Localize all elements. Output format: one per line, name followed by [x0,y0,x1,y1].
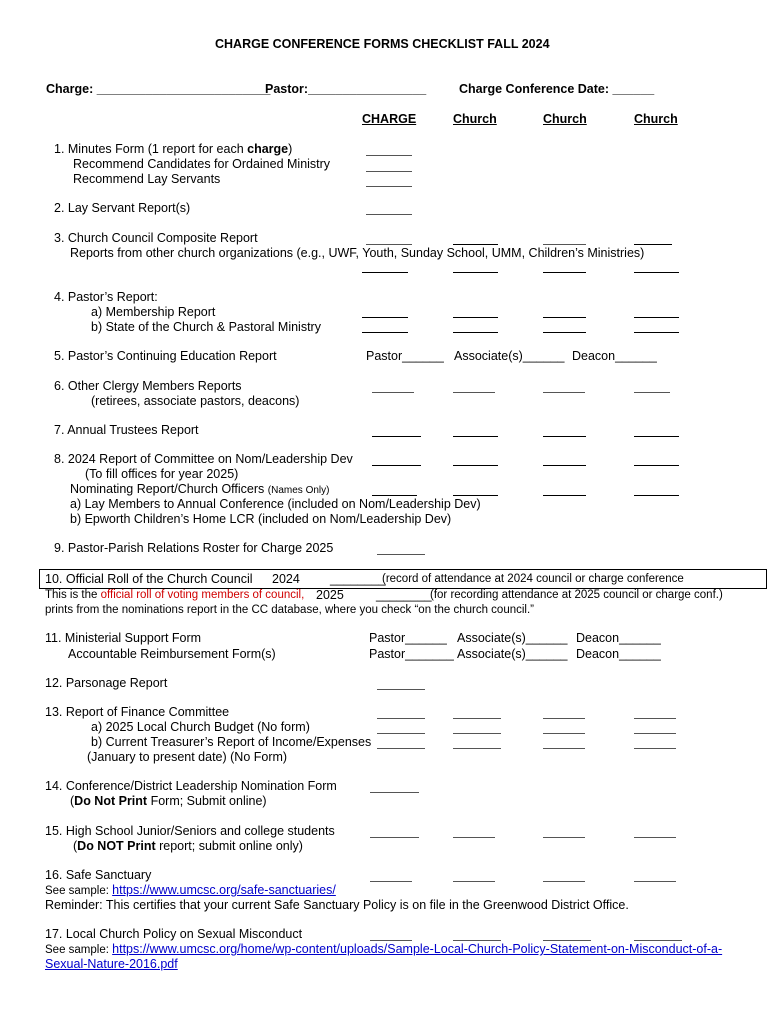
item-4b-label: b) State of the Church & Pastoral Ministry [91,320,321,334]
blank-7-church-3[interactable] [634,436,679,437]
column-header-church-3: Church [634,112,678,126]
blank-4a-charge[interactable] [362,317,408,318]
blank-8b-church-1[interactable] [453,495,498,496]
item-17-see-sample: See sample: https://www.umcsc.org/home/wp-content/uploads/Sample-Local-Church-Policy-Statement-on-Misconduct-of-a- [45,942,723,956]
item-5-label: 5. Pastor’s Continuing Education Report [54,349,277,363]
blank-17-church-2[interactable] [543,940,591,941]
item-4-label: 4. Pastor’s Report: [54,290,158,304]
blank-16-church-3[interactable] [634,881,676,882]
blank-12-charge[interactable] [377,689,425,690]
item-8d-label: b) Epworth Children’s Home LCR (included on Nom/Leadership Dev) [70,512,452,526]
blank-13a-charge[interactable] [377,733,425,734]
item-6a-label: (retirees, associate pastors, deacons) [91,394,300,408]
item-10c-line: prints from the nominations report in the CC database, where you check “on the church council.” [45,604,534,616]
item-16-label: 16. Safe Sanctuary [45,868,152,882]
blank-3-charge[interactable] [366,244,412,245]
item-13a-label: a) 2025 Local Church Budget (No form) [91,720,310,734]
item-4a-label: a) Membership Report [91,305,216,319]
blank-16-church-2[interactable] [543,881,585,882]
blank-4b-church-3[interactable] [634,332,679,333]
blank-13-charge[interactable] [377,718,425,719]
blank-8-church-1[interactable] [453,465,498,466]
blank-7-church-1[interactable] [453,436,498,437]
item-11-associate-blank[interactable]: Associate(s)______ [457,631,568,645]
item-12-label: 12. Parsonage Report [45,676,168,690]
item-8-label: 8. 2024 Report of Committee on Nom/Leadership Dev [54,452,353,466]
charge-field-label: Charge: _________________________ [46,82,271,96]
column-header-charge: CHARGE [362,112,417,126]
blank-8b-church-2[interactable] [543,495,586,496]
item-16-reminder: Reminder: This certifies that your current Safe Sanctuary Policy is on file in the Greenwood District Office. [45,898,629,912]
item-8a-label: (To fill offices for year 2025) [85,467,239,481]
blank-6-church-3[interactable] [634,392,670,393]
misconduct-policy-link-line-2[interactable]: Sexual-Nature-2016.pdf [45,957,178,971]
item-11-pastor-blank[interactable]: Pastor______ [369,631,447,645]
item-13c-label: (January to present date) (No Form) [87,750,288,764]
item-5-associate-blank[interactable]: Associate(s)______ [454,349,565,363]
blank-17-church-1[interactable] [453,940,501,941]
item-8c-label: a) Lay Members to Annual Conference (included on Nom/Leadership Dev) [70,497,481,511]
blank-13b-charge[interactable] [377,748,425,749]
blank-9-charge[interactable] [377,554,425,555]
item-15a-label: (Do NOT Print report; submit online only) [73,839,303,853]
blank-4a-church-2[interactable] [543,317,586,318]
blank-13a-church-1[interactable] [453,733,501,734]
item-1-label: 1. Minutes Form (1 report for each charge) [54,142,293,156]
column-header-church-1: Church [453,112,497,126]
blank-3-church-3[interactable] [634,244,672,245]
item-10-year-2024: 2024 [272,572,300,586]
blank-1b-charge[interactable] [366,186,412,187]
pastor-field-label: Pastor:_________________ [265,82,427,96]
item-11-label: 11. Ministerial Support Form [45,631,202,645]
item-11a-pastor-blank[interactable]: Pastor_______ [369,647,454,661]
item-14-label: 14. Conference/District Leadership Nomination Form [45,779,337,793]
blank-3a-church-2[interactable] [543,272,586,273]
item-1a-label: Recommend Candidates for Ordained Ministry [73,157,331,171]
blank-13b-church-2[interactable] [543,748,585,749]
item-11a-deacon-blank[interactable]: Deacon______ [576,647,661,661]
blank-1-charge[interactable] [366,155,412,156]
item-8b-label: Nominating Report/Church Officers (Names Only) [70,482,330,496]
blank-4b-charge[interactable] [362,332,408,333]
blank-13a-church-2[interactable] [543,733,585,734]
blank-17-charge[interactable] [370,940,412,941]
item-10-blank-2025[interactable]: ________ [376,588,432,602]
item-1b-label: Recommend Lay Servants [73,172,221,186]
conference-date-label: Charge Conference Date: ______ [459,82,655,96]
blank-8-church-2[interactable] [543,465,586,466]
blank-7-church-2[interactable] [543,436,586,437]
blank-8-church-3[interactable] [634,465,679,466]
blank-16-charge[interactable] [370,881,412,882]
blank-4b-church-2[interactable] [543,332,586,333]
blank-17-church-3[interactable] [634,940,682,941]
item-3a-label: Reports from other church organizations (e.g., UWF, Youth, Sunday School, UMM, Children’s Ministries) [70,246,645,260]
blank-8b-charge[interactable] [372,495,417,496]
blank-13b-church-1[interactable] [453,748,501,749]
item-10-blank-2024[interactable]: ________ [330,572,386,586]
blank-3-church-1[interactable] [453,244,498,245]
blank-4a-church-3[interactable] [634,317,679,318]
blank-3a-church-3[interactable] [634,272,679,273]
item-5-pastor-blank[interactable]: Pastor______ [366,349,444,363]
blank-6-charge[interactable] [372,392,414,393]
item-13b-label: b) Current Treasurer’s Report of Income/Expenses [91,735,372,749]
item-10-note-2024: (record of attendance at 2024 council or charge conference [382,573,684,585]
item-10-label: 10. Official Roll of the Church Council [45,572,253,586]
item-5-deacon-blank[interactable]: Deacon______ [572,349,657,363]
blank-7-charge[interactable] [372,436,421,437]
item-3-label: 3. Church Council Composite Report [54,231,258,245]
page-title: CHARGE CONFERENCE FORMS CHECKLIST FALL 2024 [215,37,550,51]
blank-15-charge[interactable] [370,837,419,838]
column-header-church-2: Church [543,112,587,126]
blank-14-charge[interactable] [370,792,419,793]
blank-15-church-2[interactable] [543,837,585,838]
item-16-see-sample: See sample: https://www.umcsc.org/safe-sanctuaries/ [45,883,336,897]
blank-13b-church-3[interactable] [634,748,676,749]
blank-16-church-1[interactable] [453,881,495,882]
blank-6-church-1[interactable] [453,392,495,393]
blank-13-church-1[interactable] [453,718,501,719]
safe-sanctuary-link[interactable]: https://www.umcsc.org/safe-sanctuaries/ [112,883,336,897]
item-10-year-2025: 2025 [316,588,344,602]
blank-6-church-2[interactable] [543,392,585,393]
item-7-label: 7. Annual Trustees Report [54,423,199,437]
blank-1a-charge[interactable] [366,171,412,172]
blank-13a-church-3[interactable] [634,733,676,734]
item-9-label: 9. Pastor-Parish Relations Roster for Charge 2025 [54,541,334,555]
misconduct-policy-link-line-1[interactable]: https://www.umcsc.org/home/wp-content/uploads/Sample-Local-Church-Policy-Statement-on-Misconduct-of-a- [112,942,723,956]
blank-2-charge[interactable] [366,214,412,215]
blank-13-church-3[interactable] [634,718,676,719]
blank-3a-charge[interactable] [362,272,408,273]
item-14a-label: (Do Not Print Form; Submit online) [70,794,267,808]
blank-4a-church-1[interactable] [453,317,498,318]
blank-4b-church-1[interactable] [453,332,498,333]
item-6-label: 6. Other Clergy Members Reports [54,379,242,393]
blank-3a-church-1[interactable] [453,272,498,273]
blank-15-church-3[interactable] [634,837,676,838]
item-13-label: 13. Report of Finance Committee [45,705,230,719]
blank-8b-church-3[interactable] [634,495,679,496]
item-2-label: 2. Lay Servant Report(s) [54,201,191,215]
blank-13-church-2[interactable] [543,718,585,719]
item-11a-label: Accountable Reimbursement Form(s) [68,647,276,661]
blank-15-church-1[interactable] [453,837,495,838]
item-10b-line: This is the official roll of voting members of council, [45,589,305,601]
item-11-deacon-blank[interactable]: Deacon______ [576,631,661,645]
blank-8-charge[interactable] [372,465,421,466]
blank-3-church-2[interactable] [543,244,586,245]
item-15-label: 15. High School Junior/Seniors and college students [45,824,335,838]
item-10-note-2025: (for recording attendance at 2025 council or charge conf.) [430,589,723,601]
item-11a-associate-blank[interactable]: Associate(s)______ [457,647,568,661]
item-17-label: 17. Local Church Policy on Sexual Misconduct [45,927,303,941]
